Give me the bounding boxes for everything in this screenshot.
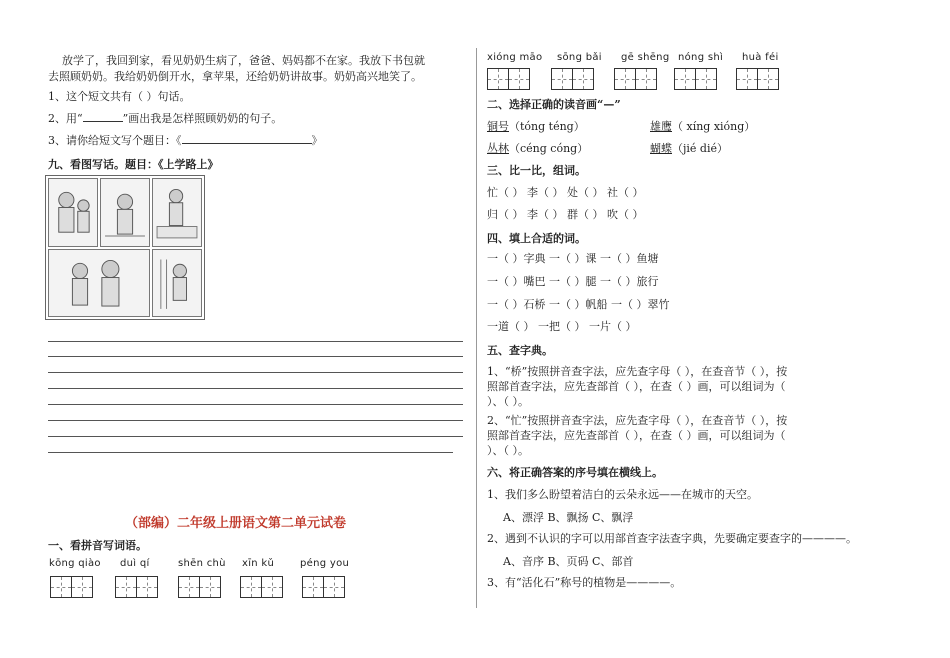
writing-line-1[interactable]	[48, 341, 463, 342]
comic-panel-5	[152, 249, 202, 318]
writing-grid-5[interactable]	[302, 576, 345, 598]
s6-question-2: 2、遇到不认识的字可以用部首查字法查字典，先要确定要查字的————。	[487, 532, 857, 545]
s5-q1-line-3[interactable]: ）、（ ）。	[487, 395, 529, 408]
r-pinyin-3: gē shēng	[621, 52, 670, 63]
s2-word-2: 雄鹰	[650, 120, 672, 133]
question-2-suffix: ”画出我是怎样照顾奶奶的句子。	[122, 112, 283, 125]
comic-panel-4	[48, 249, 150, 318]
writing-line-8[interactable]	[48, 452, 453, 453]
r-pinyin-4: nóng shì	[678, 52, 724, 63]
s5-q2-line-1[interactable]: 2、“忙”按照拼音查字法，应先查字母（ ），在查音节（ ），按	[487, 414, 788, 427]
s6-question-1: 1、我们多么盼望着洁白的云朵永远——在城市的天空。	[487, 488, 758, 501]
r-writing-grid-4[interactable]	[674, 68, 717, 90]
writing-line-4[interactable]	[48, 388, 463, 389]
question-1: 1、这个短文共有（ ）句话。	[48, 90, 191, 103]
writing-line-5[interactable]	[48, 404, 463, 405]
passage-line-1: 放学了，我回到家，看见奶奶生病了，爸爸、妈妈都不在家。我放下书包就	[62, 54, 425, 67]
s6-question-2-options[interactable]: A、音序 B、页码 C、部首	[503, 555, 634, 568]
writing-line-6[interactable]	[48, 420, 463, 421]
writing-line-7[interactable]	[48, 436, 463, 437]
s3-row-1[interactable]: 忙（ ） 李（ ） 处（ ） 社（ ）	[487, 186, 644, 199]
question-3-suffix: 》	[311, 134, 323, 147]
question-2-prefix: 2、用“	[48, 112, 83, 125]
s2-item-1	[487, 118, 585, 134]
s5-q1-line-2[interactable]: 照部首查字法，应先查部首（ ），在查（ ）画，可以组词为（	[487, 380, 786, 393]
question-3	[48, 132, 323, 148]
passage-line-2: 去照顾奶奶。我给奶奶倒开水，拿苹果，还给奶奶讲故事。奶奶高兴地笑了。	[48, 70, 422, 83]
section-3-heading: 三、比一比，组词。	[487, 164, 586, 177]
writing-grid-4[interactable]	[240, 576, 283, 598]
pinyin-3: shēn chù	[178, 558, 226, 569]
s6-question-1-options[interactable]: A、漂浮 B、飘扬 C、飘浮	[503, 511, 634, 524]
s5-q2-line-3[interactable]: ）、（ ）。	[487, 444, 529, 457]
writing-grid-2[interactable]	[115, 576, 158, 598]
s5-q2-line-2[interactable]: 照部首查字法，应先查部首（ ），在查（ ）画，可以组词为（	[487, 429, 786, 442]
s2-item-2	[650, 118, 755, 134]
comic-illustration	[45, 175, 205, 320]
s2-options-4[interactable]: （jié dié）	[672, 142, 729, 155]
s5-q1-line-1[interactable]: 1、“桥”按照拼音查字法，应先查字母（ ），在查音节（ ），按	[487, 365, 788, 378]
writing-line-2[interactable]	[48, 356, 463, 357]
r-pinyin-5: huà féi	[742, 52, 779, 63]
r-writing-grid-2[interactable]	[551, 68, 594, 90]
section-1-heading: 一、看拼音写词语。	[48, 539, 147, 552]
writing-line-3[interactable]	[48, 372, 463, 373]
s2-options-3[interactable]: （céng cóng）	[509, 142, 589, 155]
pinyin-5: péng you	[300, 558, 350, 569]
r-writing-grid-5[interactable]	[736, 68, 779, 90]
comic-panel-3	[152, 178, 202, 247]
comic-panel-2	[100, 178, 150, 247]
s4-row-1[interactable]: 一（ ）字典 一（ ）课 一（ ）鱼塘	[487, 252, 659, 265]
s2-word-3: 丛林	[487, 142, 509, 155]
r-pinyin-2: sōng bǎi	[557, 52, 602, 63]
s2-item-4	[650, 140, 728, 156]
pinyin-1: kōng qiào	[49, 558, 101, 569]
section-2-heading: 二、选择正确的读音画“—”	[487, 98, 621, 111]
writing-grid-1[interactable]	[50, 576, 93, 598]
question-3-prefix: 3、请你给短文写个题目：《	[48, 134, 182, 147]
s6-question-3: 3、有“活化石”称号的植物是————。	[487, 576, 682, 589]
question-2	[48, 110, 282, 126]
s2-options-2[interactable]: （ xíng xióng）	[672, 120, 756, 133]
s2-word-4: 蝴蝶	[650, 142, 672, 155]
section-6-heading: 六、将正确答案的序号填在横线上。	[487, 466, 663, 479]
r-writing-grid-1[interactable]	[487, 68, 530, 90]
column-divider	[476, 48, 477, 608]
writing-grid-3[interactable]	[178, 576, 221, 598]
s2-options-1[interactable]: （tóng téng）	[509, 120, 585, 133]
comic-panel-1	[48, 178, 98, 247]
r-writing-grid-3[interactable]	[614, 68, 657, 90]
s3-row-2[interactable]: 归（ ） 李（ ） 群（ ） 吹（ ）	[487, 208, 644, 221]
section-9-heading: 九、看图写话。题目：《上学路上》	[48, 158, 219, 171]
title-blank[interactable]	[182, 143, 312, 144]
s2-word-1: 铜号	[487, 120, 509, 133]
s4-row-2[interactable]: 一（ ）嘴巴 一（ ）腿 一（ ）旅行	[487, 275, 659, 288]
section-4-heading: 四、填上合适的词。	[487, 232, 586, 245]
r-pinyin-1: xióng māo	[487, 52, 543, 63]
pinyin-4: xīn kǔ	[242, 558, 275, 569]
s4-row-4[interactable]: 一道（ ） 一把（ ） 一片（ ）	[487, 320, 637, 333]
pinyin-2: duì qí	[120, 558, 150, 569]
exam-title: （部编）二年级上册语文第二单元试卷	[125, 516, 347, 531]
section-5-heading: 五、查字典。	[487, 344, 553, 357]
s2-item-3	[487, 140, 588, 156]
s4-row-3[interactable]: 一（ ）石桥 一（ ）帆船 一（ ）翠竹	[487, 298, 670, 311]
underline-sample	[83, 121, 123, 122]
